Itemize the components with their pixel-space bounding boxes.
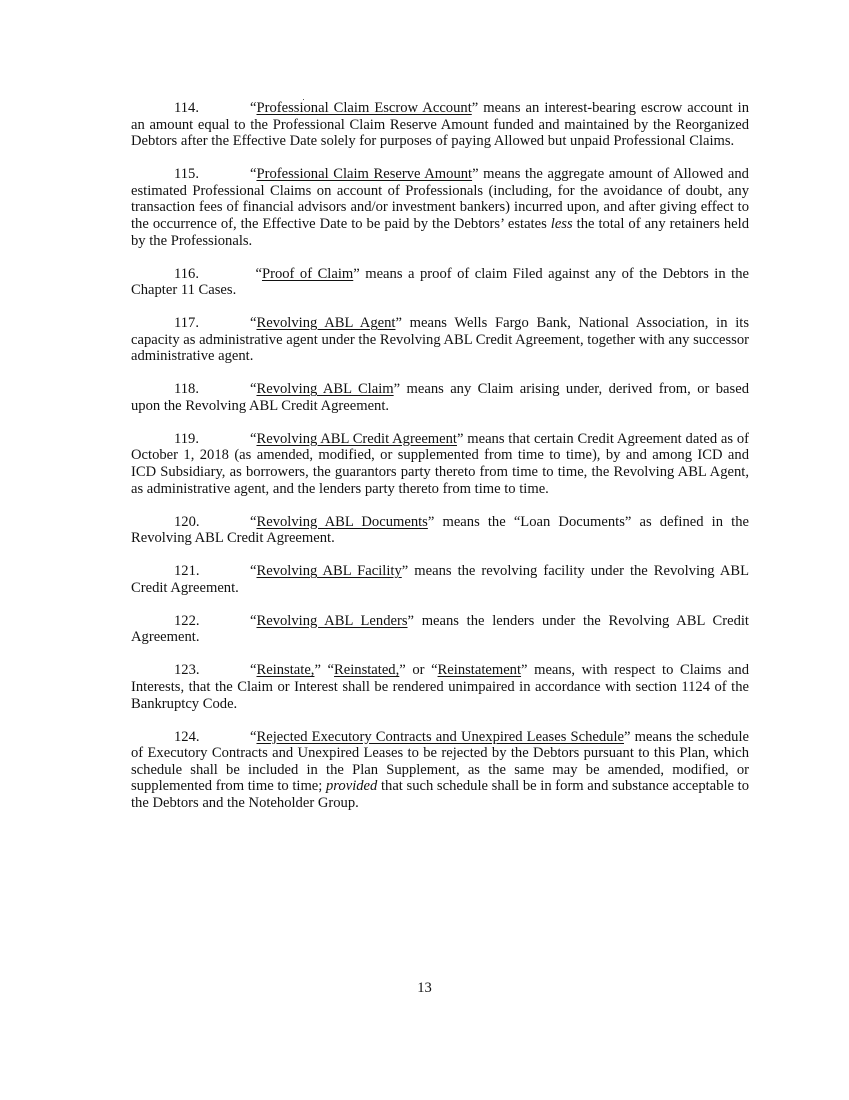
definition-number: 117. [174,315,199,332]
definition-number: 123. [174,662,200,679]
defined-term: Professional Claim Reserve Amount [256,166,473,183]
definition-text: ” means, with respect to Claims and Interests, that the Claim or Interest shall be rendered unimpaired in accordance with section 1124 of the Bankruptcy Code. [131,662,749,712]
definition-text: ” means the “Loan Documents” as defined in the Revolving ABL Credit Agreement. [131,513,749,547]
definition-number: 120. [174,513,200,530]
defined-term: Revolving ABL Facility [256,563,402,580]
definition-123: 123. “Reinstate,” “Reinstated,” or “Reinstatement” means, with respect to Claims and Interests, that the Claim or Interest shall be rendered unimpaired in accordance with section 1124 of the Bankruptcy Code. [131,662,749,712]
defined-term-reinstatement: Reinstatement [437,662,522,679]
definition-115: 115. “Professional Claim Reserve Amount” means the aggregate amount of Allowed and estimated Professional Claims on account of Professionals (including, for the avoidance of doubt, any transaction fees of financial advisors and/or investment bankers) incurred upon, and after giving effect to the occurrence of, the Effective Date to be paid by the Debtors’ estates less the total of any retainers held by the Professionals. [131,166,750,249]
definition-text-cont: the total of any retainers held by the Professionals. [131,215,750,249]
definition-116: 116. “Proof of Claim” means a proof of claim Filed against any of the Debtors in the Chapter 11 Cases. [131,265,749,299]
defined-term: Revolving ABL Agent [256,315,396,332]
definition-text: ” means the lenders under the Revolving ABL Credit Agreement. [131,612,749,646]
definition-text: ” means an interest-bearing escrow account in an amount equal to the Professional Claim Reserve Amount funded and maintained by the Reorganized Debtors after the Effective Date solely for purposes of paying Allowed but unpaid Professional Claims. [131,100,749,150]
definition-120: 120. “Revolving ABL Documents” means the “Loan Documents” as defined in the Revolving ABL Credit Agreement. [131,513,749,547]
definition-number: 119. [174,430,199,447]
definition-114: 114. “Professional Claim Escrow Account” means an interest-bearing escrow account in an amount equal to the Professional Claim Reserve Amount funded and maintained by the Reorganized Debtors after the Effective Date solely for purposes of paying Allowed but unpaid Professional Claims. [131,100,749,150]
definition-118: 118. “Revolving ABL Claim” means any Claim arising under, derived from, or based upon the Revolving ABL Credit Agreement. [131,381,749,414]
definition-122: 122. “Revolving ABL Lenders” means the lenders under the Revolving ABL Credit Agreement. [131,612,749,646]
defined-term: Revolving ABL Credit Agreement [256,430,457,447]
defined-term: Professional Claim Escrow Account [256,100,472,116]
definition-119: 119. “Revolving ABL Credit Agreement” means that certain Credit Agreement dated as of October 1, 2018 (as amended, modified, or supplemented from time to time), by and among ICD and ICD Subsidiary, as borrowers, the guarantors party thereto from time to time, the Revolving ABL Agent, as administrative agent, and the lenders party thereto from time to time. [131,430,750,497]
definition-text-cont: that such schedule shall be in form and substance acceptable to the Debtors and the Noteholder Group. [131,778,749,811]
definition-text: ” means that certain Credit Agreement dated as of October 1, 2018 (as amended, modified, or supplemented from time to time), by and among ICD and ICD Subsidiary, as borrowers, the guarantors party thereto from time to time, the Revolving ABL Agent, as administrative agent, and the lenders party thereto from time to time. [131,430,750,497]
defined-term: Proof of Claim [261,265,354,282]
definition-number: 121. [174,563,200,580]
definition-number: 116. [174,265,199,282]
definition-text: ” means the aggregate amount of Allowed and estimated Professional Claims on account of Professionals (including, for the avoidance of doubt, any transaction fees of financial advisors and/or investment bankers) incurred upon, and after giving effect to the occurrence of, the Effective Date to be paid by the Debtors’ estates [131,166,749,232]
definition-number: 114. [174,100,199,116]
defined-term: Revolving ABL Claim [256,381,394,398]
defined-term: Revolving ABL Lenders [256,612,408,629]
definition-text: ” means a proof of claim Filed against any of the Debtors in the Chapter 11 Cases. [131,265,749,299]
definition-number: 115. [174,166,199,183]
page-number: 13 [417,980,432,996]
definition-number: 118. [174,381,199,398]
defined-term: Revolving ABL Documents [256,513,428,530]
document-body [131,100,749,828]
definition-text: ” means the schedule of Executory Contracts and Unexpired Leases to be rejected by the Debtors pursuant to this Plan, which schedule shall be included in the Plan Supplement, as the same may be amended, modified, or supplemented from time to time; [131,728,749,795]
definition-text: ” means any Claim arising under, derived from, or based upon the Revolving ABL Credit Agreement. [131,381,749,414]
defined-term: Rejected Executory Contracts and Unexpired Leases Schedule [256,728,624,745]
italic-text: provided [325,778,378,795]
defined-term-reinstated: Reinstated, [334,662,400,679]
definition-text: ” means the revolving facility under the Revolving ABL Credit Agreement. [131,563,750,596]
definition-121: 121. “Revolving ABL Facility” means the revolving facility under the Revolving ABL Credit Agreement. [131,563,750,596]
definition-124: 124. “Rejected Executory Contracts and Unexpired Leases Schedule” means the schedule of Executory Contracts and Unexpired Leases to be rejected by the Debtors pursuant to this Plan, which schedule shall be included in the Plan Supplement, as the same may be amended, modified, or supplemented from time to time; provided that such schedule shall be in form and substance acceptable to the Debtors and the Noteholder Group. [131,728,749,811]
italic-text: less [550,215,573,232]
definition-number: 122. [174,612,200,629]
definition-number: 124. [174,728,200,745]
defined-term-reinstate: Reinstate, [256,662,315,679]
definition-117: 117. “Revolving ABL Agent” means Wells Fargo Bank, National Association, in its capacity as administrative agent under the Revolving ABL Credit Agreement, together with any successor administrative agent. [131,315,749,365]
definition-text: ” means Wells Fargo Bank, National Association, in its capacity as administrative agent under the Revolving ABL Credit Agreement, together with any successor administrative agent. [131,315,749,365]
